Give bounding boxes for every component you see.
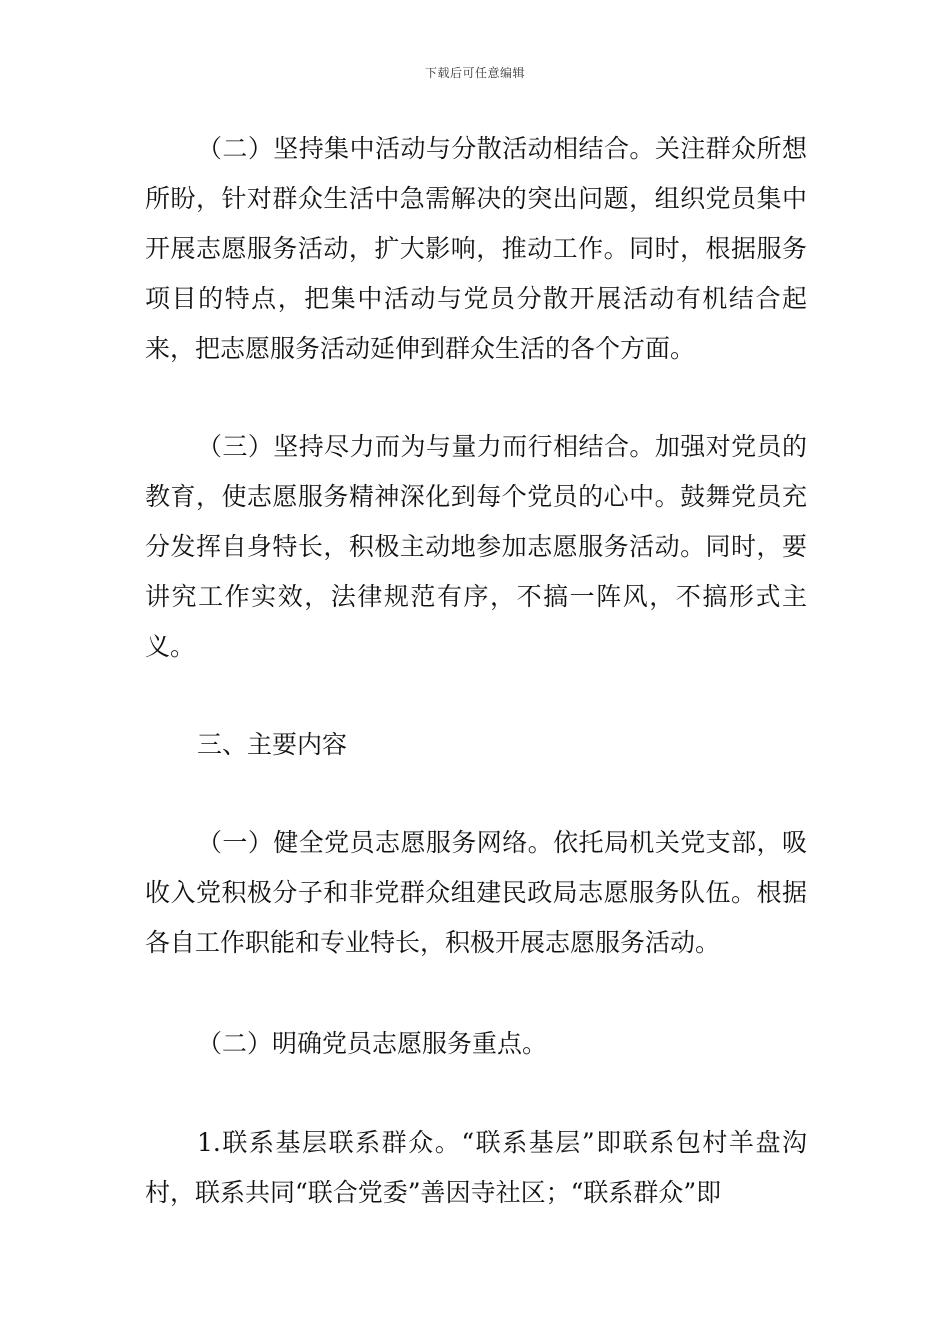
paragraph-grassroots-contact: 1.联系基层联系群众。“联系基层”即联系包村羊盘沟村，联系共同“联合党委”善因寺社区；“联系群众”即 — [145, 1128, 807, 1207]
section-heading-main-content: 三、主要内容 — [197, 730, 348, 759]
paragraph-concentrated-activities: （二）坚持集中活动与分散活动相结合。关注群众所想所盼，针对群众生活中急需解决的突出问题，组织党员集中开展志愿服务活动，扩大影响，推动工作。同时，根据服务项目的特点，把集中活动与党员分散开展活动有机结合起来，把志愿服务活动延伸到群众生活的各个方面。 — [145, 134, 807, 363]
paragraph-service-focus: （二）明确党员志愿服务重点。 — [197, 1029, 548, 1058]
paragraph-volunteer-network: （一）健全党员志愿服务网络。依托局机关党支部，吸收入党积极分子和非党群众组建民政局志愿服务队伍。根据各自工作职能和专业特长，积极开展志愿服务活动。 — [145, 828, 807, 957]
paragraph-do-best: （三）坚持尽力而为与量力而行相结合。加强对党员的教育，使志愿服务精神深化到每个党员的心中。鼓舞党员充分发挥自身特长，积极主动地参加志愿服务活动。同时，要讲究工作实效，法律规范有序，不搞一阵风，不搞形式主义。 — [145, 432, 807, 661]
page-header: 下载后可任意编辑 — [424, 66, 525, 80]
